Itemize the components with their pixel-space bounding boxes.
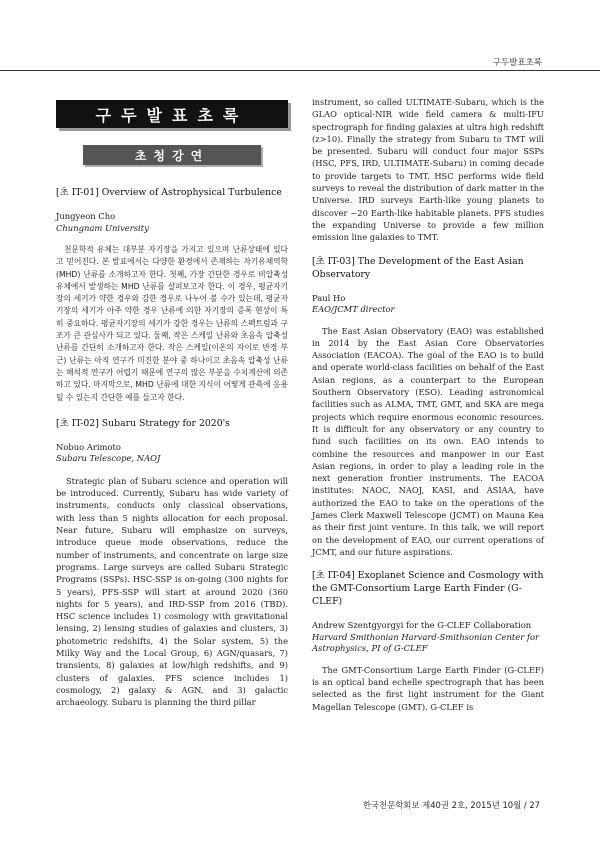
abstract-title: [초 IT-02] Subaru Strategy for 2020's	[56, 417, 230, 429]
abstract-author: Andrew Szentgyorgyi for the G-CLEF Collaboration	[312, 620, 532, 631]
abstract-body: Strategic plan of Subaru science and operation will be introduced. Currently, Subaru has wide variety of instruments, conducts only classical observations, with less than 5 nights allocation for each proposal. Near future, Subaru will emphasize on surveys, introduce queue mode observations, reduce the number of instruments, and concentrate on large size programs. Large surveys are called Subaru Strategic Programs (SSPs). HSC-SSP is on-going (300 nights for 5 years), PFS-SSP will start at around 2020 (360 nights for 5 years), and IRD-SSP from 2016 (TBD). HSC science includes 1) cosmology with gravitational lensing, 2) lensing studies of galaxies and clusters, 3) photometric redshifts, 4) the Solar system, 5) the Milky Way and the Local Group, 6) AGN/quasars, 7) transients, 8) galaxies at low/high redshifts, and 9) clusters of galaxies. PFS science includes 1) cosmology, 2) galaxy & AGN, and 3) galactic archaeology. Subaru is planning the third pillar	[56, 475, 288, 708]
abstract-title: [초 IT-03] The Development of the East Asian Observatory	[312, 255, 524, 280]
left-column	[56, 96, 288, 709]
abstract-it03	[312, 255, 544, 559]
abstract-author: Nobuo Arimoto	[56, 441, 121, 452]
abstract-body: The GMT-Consortium Large Earth Finder (G-CLEF) is an optical band echelle spectrograph that has been selected as the first light instrument for the Giant Magellan Telescope (GMT). G-CLEF is	[312, 664, 544, 712]
abstract-body: The East Asian Observatory (EAO) was established in 2014 by the East Asian Core Observatories Association (EACOA). The goal of the EAO is to build and operate world-class facilities on behalf of the East Asian regions, as a counterpart to the European Southern Observatory (ESO). Leading astronomical facilities such as ALMA, TMT, GMT, and SKA are mega projects which require enormous economic resources. It is difficult for any observatory or any country to fund such facilities on its own. EAO intends to combine the resources and manpower in our East Asian regions, in order to play a leading role in the next generation frontier instruments. The EACOA institutes: NAOC, NAOJ, KASI, and ASIAA, have authorized the EAO to take on the operations of the James Clerk Maxwell Telescope (JCMT) on Mauna Kea as their first joint venture. In this talk, we will report on the development of EAO, our current operations of JCMT, and our future aspirations.	[312, 325, 544, 557]
abstract-it04	[312, 569, 544, 713]
section-banner-title: 구두발표초록	[56, 100, 288, 128]
section-banner-label: 초청강연	[83, 145, 261, 165]
abstract-body-continued: instrument, so called ULTIMATE-Subaru, which is the GLAO optical-NIR wide field camera & multi-IFU spectrograph for finding galaxies at ultra high redshift (z>10). Finally the strategy from Subaru to TMT will be presented. Subaru will conduct four major SSPs (HSC, PFS, IRD, ULTIMATE-Subaru) in coming decade to provide targets to TMT. HSC performs wide field surveys to reveal the distribution of dark matter in the Universe. IRD surveys Earth-like young planets to discover ~20 Earth-like habitable planets. PFS studies the expanding Universe to provide a few million emission line galaxies to TMT.	[312, 97, 544, 243]
abstract-it01	[56, 186, 288, 404]
abstract-affiliation: Chungnam University	[56, 222, 149, 233]
abstract-title: [초 IT-01] Overview of Astrophysical Turbulence	[56, 187, 282, 198]
abstract-author: Jungyeon Cho	[56, 211, 116, 221]
page-footer: 한국천문학회보 제40권 2호, 2015년 10월 / 27	[362, 800, 540, 810]
abstract-affiliation: Harvard Smithonian Harvard-Smithsonian Center for Astrophysics, PI of G-CLEF	[312, 631, 540, 654]
header-rule	[0, 70, 600, 71]
abstract-author: Paul Ho	[312, 292, 346, 303]
abstract-affiliation: Subaru Telescope, NAOJ	[56, 453, 161, 464]
right-column	[312, 96, 544, 713]
abstract-body: 천문학적 유체는 대부분 자기장을 가지고 있으며 난류상태에 있다고 믿어진다. 본 발표에서는 다양한 환경에서 존재하는 자기유체역학(MHD) 난류를 소개하고자 한다. 첫째, 가장 간단한 경우로 비압축성 유체에서 발생하는 MHD 난류를 살펴보고자 한다. 이 경우, 평균자기장의 세기가 약한 경우와 강한 경우로 나누어 볼 수가 있는데, 평균자기장의 세기가 아주 약한 경우 난류에 의한 자기장의 증폭 현상이 특히 중요하다. 평균자기장의 세기가 강한 경우는 난류의 스펙트럼과 구조가 큰 관심사가 되고 있다. 둘째, 작은 스케일 난류와 초음속 압축성 난류를 간단히 소개하고자 한다. 작은 스케일(이온의 자이로 반경 부근) 난류는 아직 연구가 미진한 분야 중 하나이고 초음속 압축성 난류는 해석적 연구가 어렵기 때문에 연구의 많은 부분을 수치계산에 의존하고 있다. 마지막으로, MHD 난류에 대한 지식이 어떻게 관측에 응용될 수 있는지 간단한 예를 들고자 한다.	[56, 245, 288, 402]
abstract-it02	[56, 417, 288, 709]
abstract-title: [초 IT-04] Exoplanet Science and Cosmology with the GMT-Consortium Large Earth Finder (G-CLEF)	[312, 570, 544, 608]
abstract-affiliation: EAO/JCMT director	[312, 304, 395, 315]
running-head: 구두발표초록	[492, 58, 542, 68]
